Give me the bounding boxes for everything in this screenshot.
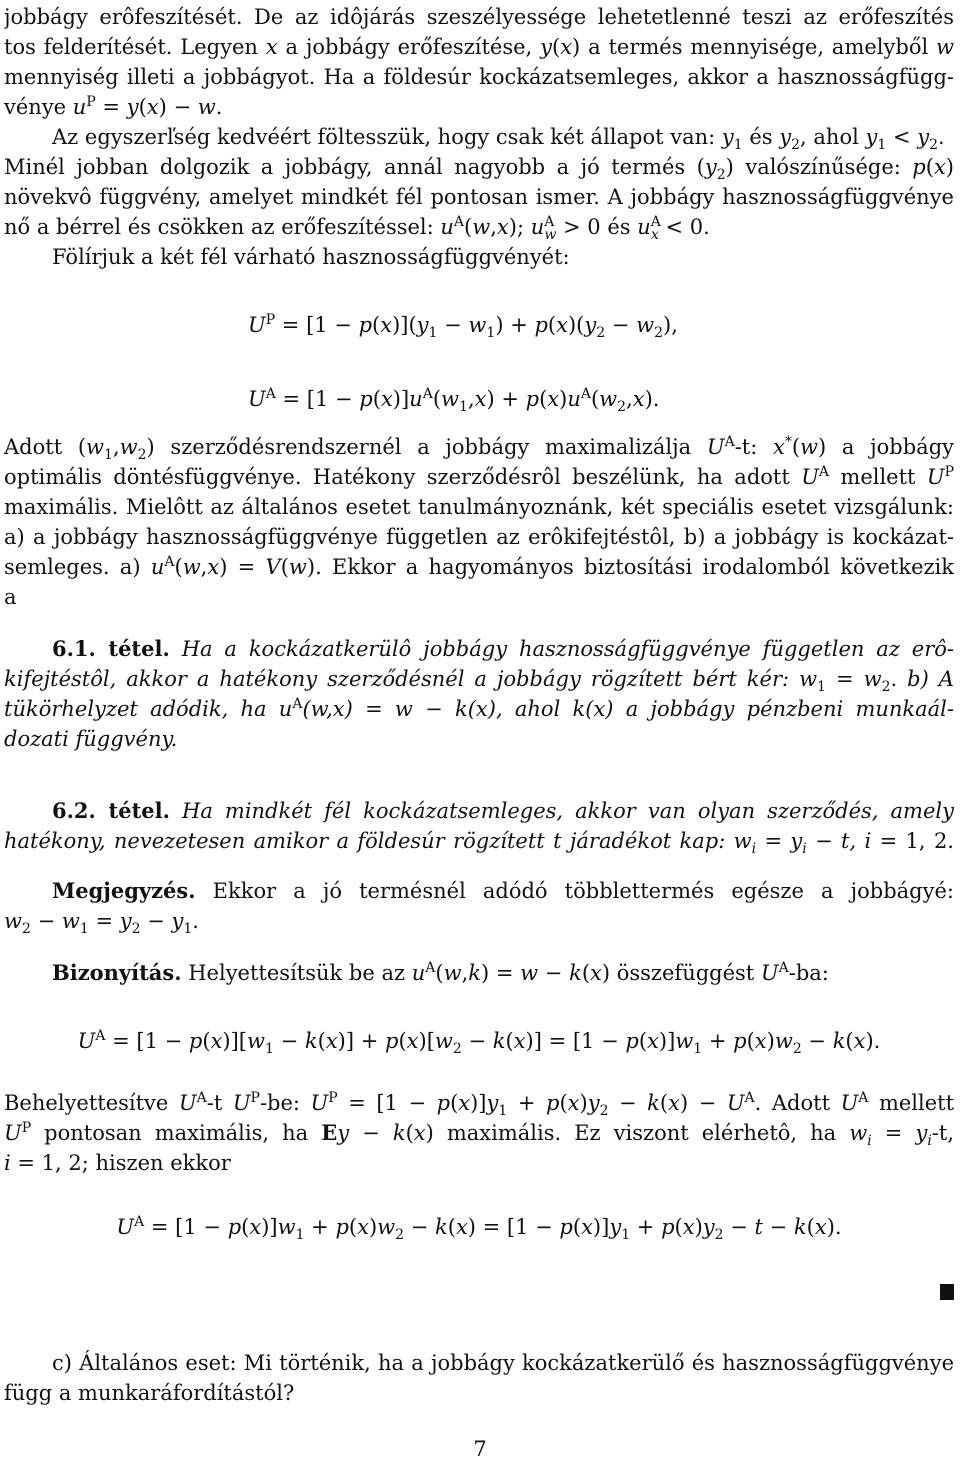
proof-line: Behelyettesítve $U^A-t$ $U^P-be$: $U^P = [1 - p(x)]y_1 + p(x)y_2 - k(x) - U^A$. Adott $U^A$ mellett — [4, 1090, 954, 1118]
text-line: Az egyszerľség kedvéért föltesszük, hogy csak két állapot van: $y_1$ és $y_2$, ahol $y_1 < y_2$. — [52, 125, 945, 154]
equation: $U^P = [1 - p(x)](y_1 - w_1) + p(x)(y_2 - w_2)$, — [248, 312, 678, 342]
equation: $U^A = [1 - p(x)][w_1 - k(x)] + p(x)[w_2 - k(x)] = [1 - p(x)]w_1 + p(x)w_2 - k(x)$. — [77, 1028, 881, 1058]
remark-line: Megjegyzés. Ekkor a jó termésnél adódó többlettermés egésze a jobbágyé: — [52, 878, 954, 903]
equation: $U^A = [1 - p(x)]w_1 + p(x)w_2 - k(x) = [1 - p(x)]y_1 + p(x)y_2 - t - k(x)$. — [116, 1214, 842, 1244]
text-line: Minél jobban dolgozik a jobbágy, annál nagyobb a jó termés $(y_2)$ valószínűsége: p(x) — [4, 155, 954, 182]
theorem-line: tükörhelyzet adódik, ha $u^A(w,x) = w - k(x)$, ahol k(x) a jobbágy pénzbeni munkaál- — [4, 696, 954, 721]
theorem-line: 6.1. tétel. Ha a kockázatkerülô jobbágy hasznosságfüggvénye független az erô- — [52, 636, 954, 661]
text-line: a) a jobbágy hasznosságfüggvénye független az erôkifejtéstôl, b) a jobbágy is kockázat- — [4, 525, 954, 549]
text-line: növekvô függvény, amelyet mindkét fél pontosan ismer. A jobbágy hasznosságfüggvénye — [4, 185, 954, 209]
text-line: mennyiség illeti a jobbágyot. Ha a földesúr kockázatsemleges, akkor a hasznosságfügg- — [4, 65, 954, 89]
page-number: 7 — [473, 1437, 487, 1461]
equation: $U^A = [1 - p(x)]u^A(w_1,x) + p(x)u^A(w_2,x)$. — [248, 386, 660, 416]
remark-line: $w_2 - w_1 = y_2 - y_1$. — [4, 909, 199, 938]
text-line: jobbágy erôfeszítését. De az idôjárás szeszélyessége lehetetlenné teszi az erőfeszítés — [4, 5, 954, 29]
text-line: maximális. Mielôtt az általános esetet tanulmányoznánk, két speciális esetet vizsgálunk: — [4, 495, 954, 519]
text-line: tos felderítését. Legyen x a jobbágy erőfeszítése, y(x) a termés mennyisége, amelyből w — [4, 35, 954, 59]
theorem-line: hatékony, nevezetesen amikor a földesúr rögzített t járadékot kap: $w_i = y_i - t$, i = 1, 2. — [4, 829, 954, 856]
text-line: Adott $(w_1,w_2)$ szerződésrendszernél a jobbágy maximalizálja $U^A-t$: x*(w) a jobbágy — [4, 434, 954, 462]
text-line: c) Általános eset: Mi történik, ha a jobbágy kockázatkerülő és hasznosságfüggvénye — [52, 1351, 954, 1375]
theorem-line: dozati függvény. — [4, 727, 178, 751]
theorem-line: kifejtéstôl, akkor a hatékony szerződésnél a jobbágy rögzített bért kér: $w_1 = w_2$. b) A — [4, 667, 954, 694]
text-line: a — [4, 585, 17, 609]
qed-square-icon — [940, 1284, 954, 1300]
text-line: semleges. a) $u^A(w,x) = V(w)$. Ekkor a hagyományos biztosítási irodalomból következik — [4, 554, 954, 579]
text-line: Fölírjuk a két fél várható hasznosságfüggvényét: — [52, 245, 570, 269]
text-line: optimális döntésfüggvénye. Hatékony szerződésrôl beszélünk, ha adott $U^A$ mellett $U^P$ — [4, 464, 954, 489]
proof-line: Bizonyítás. Helyettesítsük be az $u^A(w,k) = w - k(x)$ összefüggést $U^A-ba$: — [52, 960, 829, 985]
text-line: vénye $u^P = y(x) - w$. — [4, 94, 223, 119]
proof-line: $U^P$ pontosan maximális, ha Ey − k(x) maximális. Ez viszont elérhetô, ha $w_i = y_i-t$, — [4, 1120, 954, 1148]
text-line: nő a bérrel és csökken az erőfeszítéssel: $u^A(w,x)$; $u^A_w > 0$ és $u^A_x < 0$. — [4, 214, 710, 244]
proof-line: i = 1, 2; hiszen ekkor — [4, 1151, 231, 1175]
theorem-line: 6.2. tétel. Ha mindkét fél kockázatsemleges, akkor van olyan szerződés, amely — [52, 798, 954, 823]
text-line: függ a munkaráfordítástól? — [4, 1381, 295, 1405]
